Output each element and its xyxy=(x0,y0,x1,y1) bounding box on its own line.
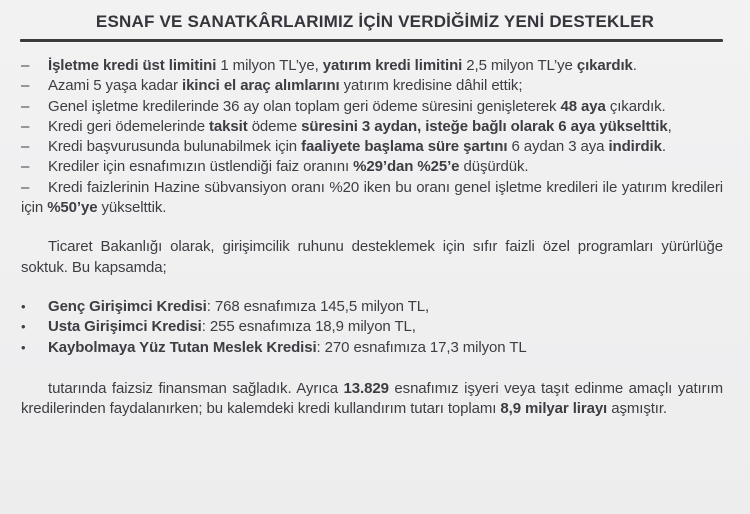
support-item xyxy=(21,157,723,177)
support-item-text: Kredi geri ödemelerinde taksit ödeme süresini 3 aydan, isteğe bağlı olarak 6 aya yükselttik, xyxy=(48,117,672,135)
support-item-text: Kredi başvurusunda bulunabilmek için faaliyete başlama süre şartını 6 aydan 3 aya indirdik. xyxy=(48,138,666,156)
intro-paragraph-text: Ticaret Bakanlığı olarak, girişimcilik ruhunu desteklemek için sıfır faizli özel programları yürürlüğe soktuk. Bu kapsamda; xyxy=(21,238,723,276)
support-item xyxy=(21,178,723,219)
closing-paragraph xyxy=(21,379,723,420)
support-item-text: Kredi faizlerinin Hazine sübvansiyon oranı %20 iken bu oranı genel işletme kredileri ile yatırım kredileri için %50’ye yükselttik. xyxy=(21,178,723,217)
credit-item xyxy=(21,297,723,317)
dash-marker: – xyxy=(21,77,30,95)
dash-marker: – xyxy=(21,97,30,115)
page-title: ESNAF VE SANATKÂRLARIMIZ İÇİN VERDİĞİMİZ YENİ DESTEKLER xyxy=(95,12,655,31)
support-list xyxy=(21,56,723,218)
support-item-text: Krediler için esnafımızın üstlendiği faiz oranını %29’dan %25’e düşürdük. xyxy=(48,158,529,176)
bullet-marker: • xyxy=(21,319,26,335)
credit-item-text: Kaybolmaya Yüz Tutan Meslek Kredisi: 270 esnafımıza 17,3 milyon TL xyxy=(48,338,527,356)
credit-item-text: Usta Girişimci Kredisi: 255 esnafımıza 18,9 milyon TL, xyxy=(48,318,416,336)
document-header xyxy=(0,0,750,42)
support-item xyxy=(21,76,723,96)
dash-marker: – xyxy=(21,57,30,74)
intro-paragraph xyxy=(21,237,723,278)
support-item xyxy=(21,97,723,117)
bullet-marker: • xyxy=(21,339,26,355)
dash-marker: – xyxy=(21,138,30,156)
dash-marker: – xyxy=(21,158,30,176)
support-item xyxy=(21,56,723,76)
support-item xyxy=(21,137,723,157)
support-item-text: Genel işletme kredilerinde 36 ay olan toplam geri ödeme süresini genişleterek 48 aya çıkardık. xyxy=(48,97,666,115)
support-item-text: Azami 5 yaşa kadar ikinci el araç alımlarını yatırım kredisine dâhil ettik; xyxy=(48,77,523,95)
bullet-marker: • xyxy=(21,298,26,314)
credit-list xyxy=(21,297,723,358)
credit-item xyxy=(21,317,723,337)
dash-marker: – xyxy=(21,178,30,196)
credit-item-text: Genç Girişimci Kredisi: 768 esnafımıza 145,5 milyon TL, xyxy=(48,297,430,315)
closing-paragraph-text: tutarında faizsiz finansman sağladık. Ayrıca 13.829 esnafımız işyeri veya taşıt edinme amaçlı yatırım kredilerinden faydalanırken; bu kalemdeki kredi kullandırım tutarı toplamı 8,9 milyar lirayı aşmıştır. xyxy=(21,379,723,418)
support-item xyxy=(21,117,723,137)
support-item-text: İşletme kredi üst limitini 1 milyon TL’ye, yatırım kredi limitini 2,5 milyon TL’ye çıkardık. xyxy=(48,57,637,74)
title-divider xyxy=(20,39,723,42)
document-body xyxy=(0,56,750,419)
dash-marker: – xyxy=(21,117,30,135)
credit-item xyxy=(21,338,723,358)
